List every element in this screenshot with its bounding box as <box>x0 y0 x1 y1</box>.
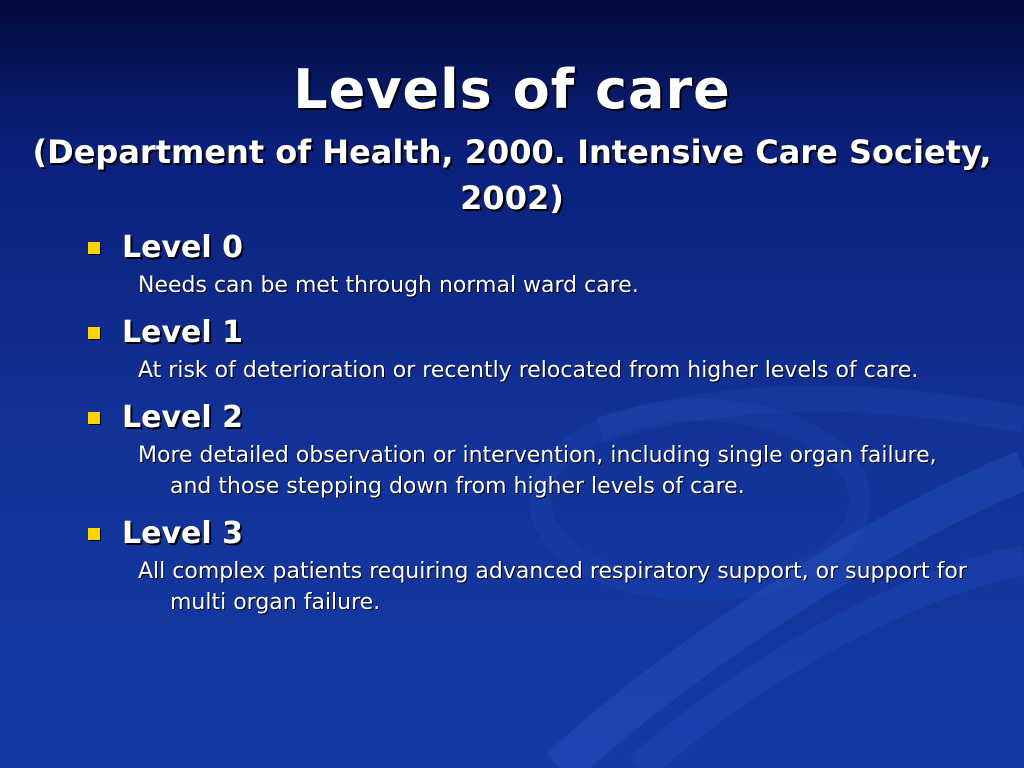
level-description: All complex patients requiring advanced respiratory support, or support for multi organ failure. <box>138 559 967 615</box>
level-description: At risk of deterioration or recently relocated from higher levels of care. <box>138 358 919 383</box>
level-label: Level 0 <box>122 230 243 265</box>
list-item-level-1 <box>88 311 968 386</box>
levels-list <box>88 226 968 628</box>
level-description: Needs can be met through normal ward care. <box>138 273 639 298</box>
level-description: More detailed observation or intervention, including single organ failure, and those stepping down from higher levels of care. <box>138 443 937 499</box>
list-item-level-3 <box>88 512 968 618</box>
slide-subtitle <box>0 129 1024 221</box>
square-bullet-icon <box>88 327 100 339</box>
square-bullet-icon <box>88 412 100 424</box>
square-bullet-icon <box>88 528 100 540</box>
subtitle-text: (Department of Health, 2000. Intensive Care Society, 2002) <box>32 133 992 217</box>
level-label: Level 2 <box>122 400 243 435</box>
title-block <box>0 55 1024 221</box>
level-label: Level 1 <box>122 315 243 350</box>
level-label: Level 3 <box>122 516 243 551</box>
square-bullet-icon <box>88 242 100 254</box>
list-item-level-0 <box>88 226 968 301</box>
slide-title: Levels of care <box>293 58 731 121</box>
list-item-level-2 <box>88 396 968 502</box>
